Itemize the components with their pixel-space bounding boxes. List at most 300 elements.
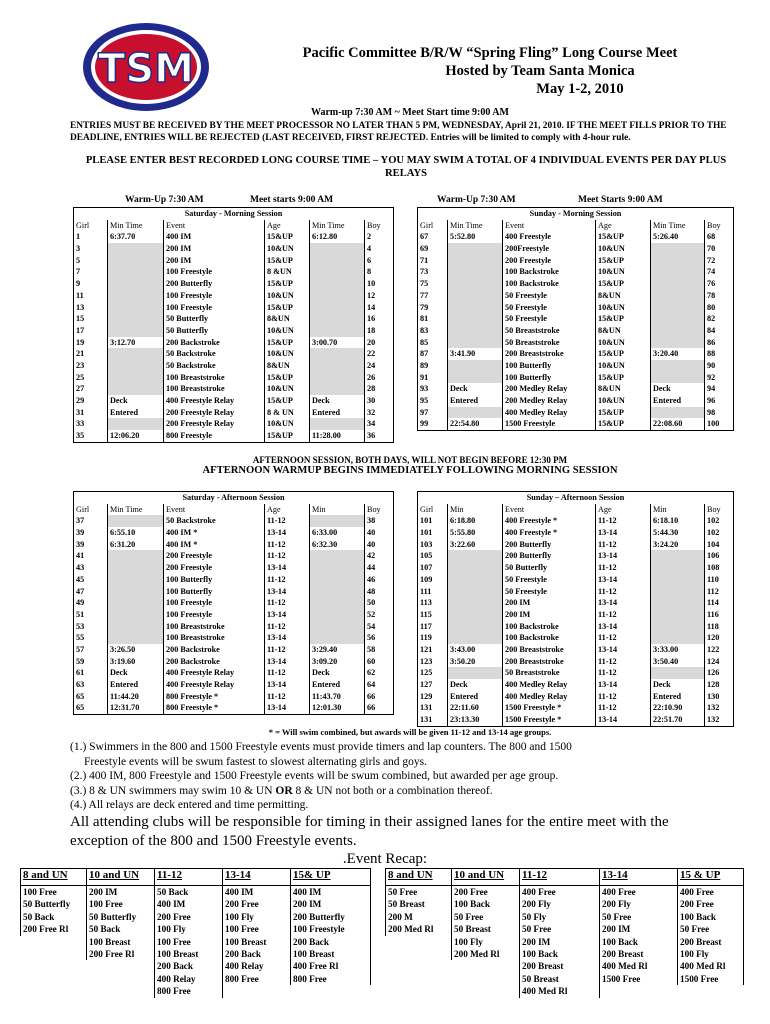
recap-event: 200 IM bbox=[520, 936, 600, 948]
girl-min-time: Entered bbox=[448, 691, 503, 703]
afternoon-warmup-notice: AFTERNOON WARMUP BEGINS IMMEDIATELY FOLLOWING MORNING SESSION bbox=[202, 465, 618, 476]
boy-event-number: 102 bbox=[705, 515, 734, 527]
boy-min-time: 3:29.40 bbox=[310, 644, 365, 656]
boy-min-time bbox=[651, 621, 705, 633]
girl-event-number: 117 bbox=[418, 621, 448, 633]
event-name: 200 Breaststroke bbox=[503, 656, 596, 668]
girl-event-number: 45 bbox=[74, 574, 108, 586]
girl-min-time bbox=[108, 348, 164, 360]
table-row bbox=[74, 372, 394, 384]
event-name: 800 Freestyle * bbox=[164, 691, 265, 703]
boy-min-time bbox=[651, 255, 705, 267]
girl-min-time bbox=[448, 290, 503, 302]
girl-min-time bbox=[108, 266, 164, 278]
recap-event: 100 Breast bbox=[87, 936, 155, 948]
recap-event: 100 Back bbox=[600, 936, 678, 948]
recap-event: 50 Breast bbox=[452, 923, 520, 935]
recap-event: 200 IM bbox=[291, 898, 371, 910]
note-3-or: OR bbox=[275, 784, 293, 797]
table-row bbox=[74, 656, 394, 668]
table-row bbox=[418, 621, 734, 633]
boy-event-number: 10 bbox=[365, 278, 394, 290]
recap-event: 50 Back bbox=[87, 923, 155, 935]
table-row bbox=[418, 679, 734, 691]
recap-event: 50 Free bbox=[678, 923, 744, 935]
boy-event-number: 66 bbox=[365, 702, 394, 714]
boy-event-number: 122 bbox=[705, 644, 734, 656]
age-group: 15&UP bbox=[596, 255, 651, 267]
table-row bbox=[418, 644, 734, 656]
girl-event-number: 7 bbox=[74, 266, 108, 278]
table-row bbox=[74, 348, 394, 360]
girl-min-time bbox=[108, 418, 164, 430]
girl-min-time: 3:41.90 bbox=[448, 348, 503, 360]
event-name: 200 IM bbox=[164, 255, 265, 267]
girl-min-time bbox=[108, 383, 164, 395]
recap-event: 50 Breast bbox=[386, 898, 452, 910]
table-row bbox=[418, 597, 734, 609]
recap-event: 200 Free Rl bbox=[87, 948, 155, 960]
girl-event-number: 111 bbox=[418, 586, 448, 598]
event-name: 1500 Freestyle * bbox=[503, 702, 596, 714]
boy-min-time: 3:09.20 bbox=[310, 656, 365, 668]
table-row bbox=[418, 702, 734, 714]
recap-event: 1500 Free bbox=[600, 973, 678, 985]
girl-event-number: 51 bbox=[74, 609, 108, 621]
recap-age-group-header: 15& UP bbox=[291, 869, 371, 886]
age-group: 11-12 bbox=[596, 515, 651, 527]
boy-min-time: 3:24.20 bbox=[651, 539, 705, 551]
boy-min-time bbox=[651, 574, 705, 586]
event-name: 200 IM bbox=[164, 243, 265, 255]
girl-event-number: 109 bbox=[418, 574, 448, 586]
boy-min-time bbox=[310, 383, 365, 395]
girl-event-number: 39 bbox=[74, 527, 108, 539]
age-group: 8 &UN bbox=[265, 266, 310, 278]
recap-row bbox=[21, 948, 371, 960]
recap-row bbox=[386, 911, 744, 923]
event-name: 100 Freestyle bbox=[164, 302, 265, 314]
event-name: 100 Backstroke bbox=[503, 278, 596, 290]
girl-min-time bbox=[448, 313, 503, 325]
age-group: 15&UP bbox=[265, 231, 310, 243]
boy-event-number: 72 bbox=[705, 255, 734, 267]
girl-min-time: Deck bbox=[448, 383, 503, 395]
boy-min-time: 6:12.80 bbox=[310, 231, 365, 243]
boy-event-number: 90 bbox=[705, 360, 734, 372]
boy-min-time: Deck bbox=[310, 667, 365, 679]
recap-row bbox=[21, 973, 371, 985]
table-row bbox=[418, 515, 734, 527]
age-group: 10&UN bbox=[265, 290, 310, 302]
note-3-part1: (3.) 8 & UN swimmers may swim 10 & UN bbox=[70, 784, 276, 797]
recap-age-group-header: 11-12 bbox=[155, 869, 223, 886]
girl-min-time: 22:11.60 bbox=[448, 702, 503, 714]
girl-min-time bbox=[108, 290, 164, 302]
event-name: 400 IM bbox=[164, 231, 265, 243]
age-group: 15&UP bbox=[596, 348, 651, 360]
table-row bbox=[74, 302, 394, 314]
table-row bbox=[418, 418, 734, 430]
recap-event: 400 Relay bbox=[155, 973, 223, 985]
event-name: 400 Medley Relay bbox=[503, 679, 596, 691]
event-name: 50 Breaststroke bbox=[503, 667, 596, 679]
boy-min-time: Entered bbox=[651, 395, 705, 407]
boy-min-time bbox=[310, 632, 365, 644]
girl-min-time: 12:31.70 bbox=[108, 702, 164, 714]
boy-min-time bbox=[310, 418, 365, 430]
event-name: 200 Freestyle bbox=[503, 255, 596, 267]
timing-notice: All attending clubs will be responsible for timing in their assigned lanes for the entire meet with the exception of the 800 and 1500 Freestyle events. bbox=[70, 814, 669, 849]
recap-event bbox=[21, 985, 87, 997]
recap-event: 200 Back bbox=[291, 936, 371, 948]
boy-event-number: 52 bbox=[365, 609, 394, 621]
boy-event-number: 66 bbox=[365, 691, 394, 703]
girl-event-number: 81 bbox=[418, 313, 448, 325]
boy-min-time: Entered bbox=[310, 679, 365, 691]
girl-event-number: 37 bbox=[74, 515, 108, 527]
age-group: 15&UP bbox=[596, 313, 651, 325]
boy-event-number: 26 bbox=[365, 372, 394, 384]
girl-min-time bbox=[448, 266, 503, 278]
session-caption: Sunday - Morning Session bbox=[418, 208, 734, 220]
girl-event-number: 87 bbox=[418, 348, 448, 360]
boy-min-time bbox=[651, 325, 705, 337]
age-group: 13-14 bbox=[265, 656, 310, 668]
table-row bbox=[418, 586, 734, 598]
age-group: 11-12 bbox=[596, 632, 651, 644]
girl-min-time bbox=[448, 586, 503, 598]
recap-event: 50 Breast bbox=[520, 973, 600, 985]
sun-warmup-label: Warm-Up 7:30 AM bbox=[437, 195, 516, 205]
boy-min-time: 22:08.60 bbox=[651, 418, 705, 430]
recap-event bbox=[291, 985, 371, 997]
boy-min-time: 6:33.00 bbox=[310, 527, 365, 539]
age-group: 11-12 bbox=[265, 515, 310, 527]
column-header: Min Time bbox=[108, 220, 164, 232]
girl-min-time bbox=[448, 243, 503, 255]
table-row bbox=[74, 337, 394, 349]
sunday-afternoon-table bbox=[417, 491, 734, 727]
table-row bbox=[418, 395, 734, 407]
note-3 bbox=[70, 784, 690, 799]
table-row bbox=[74, 278, 394, 290]
recap-event bbox=[87, 985, 155, 997]
event-name: 100 Butterfly bbox=[164, 586, 265, 598]
recap-event: 200 M bbox=[386, 911, 452, 923]
girl-event-number: 119 bbox=[418, 632, 448, 644]
table-row bbox=[74, 550, 394, 562]
recap-event: 400 IM bbox=[223, 886, 291, 899]
girl-event-number: 89 bbox=[418, 360, 448, 372]
boy-min-time: 22:51.70 bbox=[651, 714, 705, 726]
recap-event bbox=[87, 960, 155, 972]
column-header: Min bbox=[310, 504, 365, 516]
boy-event-number: 102 bbox=[705, 527, 734, 539]
table-row bbox=[74, 609, 394, 621]
age-group: 13-14 bbox=[596, 574, 651, 586]
boy-min-time bbox=[651, 609, 705, 621]
age-group: 10&UN bbox=[596, 360, 651, 372]
recap-event bbox=[386, 948, 452, 960]
table-row bbox=[418, 667, 734, 679]
boy-event-number: 2 bbox=[365, 231, 394, 243]
boy-event-number: 34 bbox=[365, 418, 394, 430]
age-group: 11-12 bbox=[265, 621, 310, 633]
table-row bbox=[418, 266, 734, 278]
column-header: Boy bbox=[365, 504, 394, 516]
girl-min-time: Deck bbox=[108, 395, 164, 407]
age-group: 11-12 bbox=[265, 539, 310, 551]
recap-row bbox=[386, 973, 744, 985]
girl-event-number: 29 bbox=[74, 395, 108, 407]
age-group: 13-14 bbox=[596, 644, 651, 656]
girl-event-number: 3 bbox=[74, 243, 108, 255]
table-row bbox=[74, 679, 394, 691]
age-group: 13-14 bbox=[265, 527, 310, 539]
girl-min-time bbox=[108, 609, 164, 621]
girl-event-number: 65 bbox=[74, 691, 108, 703]
girl-min-time bbox=[108, 372, 164, 384]
recap-row bbox=[21, 985, 371, 997]
column-header: Age bbox=[596, 504, 651, 516]
table-row bbox=[418, 527, 734, 539]
boy-event-number: 24 bbox=[365, 360, 394, 372]
recap-event: 50 Free bbox=[452, 911, 520, 923]
column-header: Event bbox=[503, 504, 596, 516]
girl-event-number: 125 bbox=[418, 667, 448, 679]
event-name: 50 Breaststroke bbox=[503, 325, 596, 337]
girl-min-time: 6:31.20 bbox=[108, 539, 164, 551]
boy-min-time bbox=[651, 302, 705, 314]
recap-event: 200 Free bbox=[452, 886, 520, 899]
event-name: 200 Freestyle Relay bbox=[164, 418, 265, 430]
girl-event-number: 75 bbox=[418, 278, 448, 290]
event-recap-title: .Event Recap: bbox=[342, 851, 428, 867]
boy-event-number: 114 bbox=[705, 597, 734, 609]
boy-event-number: 54 bbox=[365, 621, 394, 633]
boy-min-time: 5:26.40 bbox=[651, 231, 705, 243]
boy-event-number: 116 bbox=[705, 609, 734, 621]
girl-min-time: 3:22.60 bbox=[448, 539, 503, 551]
age-group: 13-14 bbox=[596, 527, 651, 539]
girl-min-time bbox=[108, 574, 164, 586]
girl-event-number: 99 bbox=[418, 418, 448, 430]
boy-event-number: 88 bbox=[705, 348, 734, 360]
recap-age-group-header: 10 and UN bbox=[87, 869, 155, 886]
saturday-afternoon-table bbox=[73, 491, 394, 715]
girl-min-time: 3:50.20 bbox=[448, 656, 503, 668]
girl-min-time bbox=[448, 550, 503, 562]
table-row bbox=[74, 290, 394, 302]
boy-event-number: 12 bbox=[365, 290, 394, 302]
recap-event: 200 Fly bbox=[600, 898, 678, 910]
girl-min-time: 23:13.30 bbox=[448, 714, 503, 726]
event-name: 200 Butterfly bbox=[503, 550, 596, 562]
recap-row bbox=[21, 886, 371, 899]
note-1-cont: Freestyle events will be swum fastest to slowest alternating girls and goys. bbox=[84, 755, 428, 768]
recap-event bbox=[452, 973, 520, 985]
boy-event-number: 112 bbox=[705, 586, 734, 598]
girl-event-number: 73 bbox=[418, 266, 448, 278]
girl-event-number: 101 bbox=[418, 515, 448, 527]
event-name: 400 Freestyle * bbox=[503, 527, 596, 539]
age-group: 15&UP bbox=[265, 395, 310, 407]
session-caption-row bbox=[418, 208, 734, 220]
event-name: 50 Backstroke bbox=[164, 360, 265, 372]
boy-min-time bbox=[310, 574, 365, 586]
recap-saturday-table bbox=[20, 868, 371, 998]
table-row bbox=[74, 667, 394, 679]
recap-event: 50 Fly bbox=[520, 911, 600, 923]
girl-event-number: 27 bbox=[74, 383, 108, 395]
age-group: 13-14 bbox=[265, 609, 310, 621]
recap-row bbox=[21, 936, 371, 948]
note-4: (4.) All relays are deck entered and time permitting. bbox=[70, 799, 309, 811]
boy-event-number: 44 bbox=[365, 562, 394, 574]
boy-min-time: Deck bbox=[651, 679, 705, 691]
girl-min-time: 3:19.60 bbox=[108, 656, 164, 668]
boy-event-number: 8 bbox=[365, 266, 394, 278]
boy-min-time bbox=[651, 360, 705, 372]
girl-min-time bbox=[108, 586, 164, 598]
boy-event-number: 80 bbox=[705, 302, 734, 314]
table-row bbox=[418, 255, 734, 267]
boy-min-time: 11:28.00 bbox=[310, 430, 365, 442]
boy-min-time: Deck bbox=[310, 395, 365, 407]
boy-min-time: Entered bbox=[310, 407, 365, 419]
meet-dates: May 1-2, 2010 bbox=[536, 81, 624, 97]
boy-min-time: 12:01.30 bbox=[310, 702, 365, 714]
boy-event-number: 30 bbox=[365, 395, 394, 407]
girl-event-number: 93 bbox=[418, 383, 448, 395]
column-header: Min Time bbox=[651, 220, 705, 232]
event-name: 50 Freestyle bbox=[503, 313, 596, 325]
session-caption: Sunday – Afternoon Session bbox=[418, 492, 734, 504]
event-name: 50 Breaststroke bbox=[503, 337, 596, 349]
recap-event: 200 Free bbox=[678, 898, 744, 910]
boy-event-number: 38 bbox=[365, 515, 394, 527]
girl-min-time bbox=[108, 255, 164, 267]
girl-min-time: 3:26.50 bbox=[108, 644, 164, 656]
event-name: 100 Backstroke bbox=[503, 266, 596, 278]
girl-min-time bbox=[448, 372, 503, 384]
recap-row bbox=[386, 898, 744, 910]
boy-event-number: 92 bbox=[705, 372, 734, 384]
girl-event-number: 105 bbox=[418, 550, 448, 562]
boy-event-number: 56 bbox=[365, 632, 394, 644]
recap-age-group-header: 8 and UN bbox=[21, 869, 87, 886]
age-group: 11-12 bbox=[265, 574, 310, 586]
table-row bbox=[74, 644, 394, 656]
recap-event: 400 Free bbox=[520, 886, 600, 899]
girl-event-number: 43 bbox=[74, 562, 108, 574]
girl-event-number: 9 bbox=[74, 278, 108, 290]
girl-min-time bbox=[108, 243, 164, 255]
recap-event: 100 Freestyle bbox=[291, 923, 371, 935]
age-group: 11-12 bbox=[596, 656, 651, 668]
recap-event bbox=[87, 973, 155, 985]
recap-event: 100 Fly bbox=[452, 936, 520, 948]
column-header: Min Time bbox=[108, 504, 164, 516]
event-name: 50 Butterfly bbox=[164, 325, 265, 337]
event-name: 400 Freestyle * bbox=[503, 515, 596, 527]
boy-min-time: 3:33.00 bbox=[651, 644, 705, 656]
boy-event-number: 76 bbox=[705, 278, 734, 290]
boy-event-number: 40 bbox=[365, 527, 394, 539]
event-name: 1500 Freestyle bbox=[503, 418, 596, 430]
boy-min-time bbox=[310, 243, 365, 255]
girl-min-time: Entered bbox=[448, 395, 503, 407]
session-caption: Saturday - Morning Session bbox=[74, 208, 394, 220]
recap-event: 100 Back bbox=[520, 948, 600, 960]
recap-event: 200 Med Rl bbox=[452, 948, 520, 960]
recap-age-group-header: 13-14 bbox=[223, 869, 291, 886]
boy-min-time: 5:44.30 bbox=[651, 527, 705, 539]
girl-event-number: 39 bbox=[74, 539, 108, 551]
girl-event-number: 63 bbox=[74, 679, 108, 691]
age-group: 15&UP bbox=[596, 231, 651, 243]
age-group: 11-12 bbox=[596, 702, 651, 714]
meet-notes bbox=[70, 740, 690, 813]
girl-min-time: 6:37.70 bbox=[108, 231, 164, 243]
boy-min-time bbox=[310, 348, 365, 360]
event-name: 50 Backstroke bbox=[164, 515, 265, 527]
age-group: 15&UP bbox=[596, 407, 651, 419]
girl-min-time: 11:44.20 bbox=[108, 691, 164, 703]
boy-event-number: 64 bbox=[365, 679, 394, 691]
recap-age-group-header: 11-12 bbox=[520, 869, 600, 886]
recap-event: 100 Breast bbox=[291, 948, 371, 960]
table-row bbox=[418, 337, 734, 349]
age-group: 8&UN bbox=[596, 383, 651, 395]
age-group: 10&UN bbox=[265, 418, 310, 430]
boy-event-number: 86 bbox=[705, 337, 734, 349]
event-name: 100 Freestyle bbox=[164, 597, 265, 609]
header-row bbox=[418, 220, 734, 232]
boy-min-time bbox=[310, 372, 365, 384]
session-caption-row bbox=[74, 208, 394, 220]
age-group: 13-14 bbox=[265, 702, 310, 714]
boy-min-time: Deck bbox=[651, 383, 705, 395]
table-row bbox=[74, 360, 394, 372]
boy-min-time: Entered bbox=[651, 691, 705, 703]
recap-event: 200 Breast bbox=[520, 960, 600, 972]
recap-age-group-header: 10 and UN bbox=[452, 869, 520, 886]
girl-event-number: 31 bbox=[74, 407, 108, 419]
boy-event-number: 70 bbox=[705, 243, 734, 255]
girl-min-time bbox=[448, 302, 503, 314]
event-name: 100 Butterfly bbox=[503, 360, 596, 372]
table-row bbox=[74, 586, 394, 598]
age-group: 15&UP bbox=[596, 418, 651, 430]
recap-row bbox=[21, 960, 371, 972]
column-header: Min bbox=[448, 504, 503, 516]
sunday-morning-table bbox=[417, 207, 734, 431]
boy-event-number: 42 bbox=[365, 550, 394, 562]
event-name: 400 IM * bbox=[164, 527, 265, 539]
age-group: 11-12 bbox=[596, 539, 651, 551]
logo-text: TSM bbox=[98, 46, 194, 92]
column-header: Girl bbox=[74, 504, 108, 516]
boy-min-time bbox=[310, 266, 365, 278]
girl-min-time: 6:55.10 bbox=[108, 527, 164, 539]
event-name: 100 Freestyle bbox=[164, 290, 265, 302]
girl-min-time bbox=[108, 550, 164, 562]
girl-event-number: 19 bbox=[74, 337, 108, 349]
girl-min-time bbox=[108, 360, 164, 372]
event-name: 400 Medley Relay bbox=[503, 691, 596, 703]
